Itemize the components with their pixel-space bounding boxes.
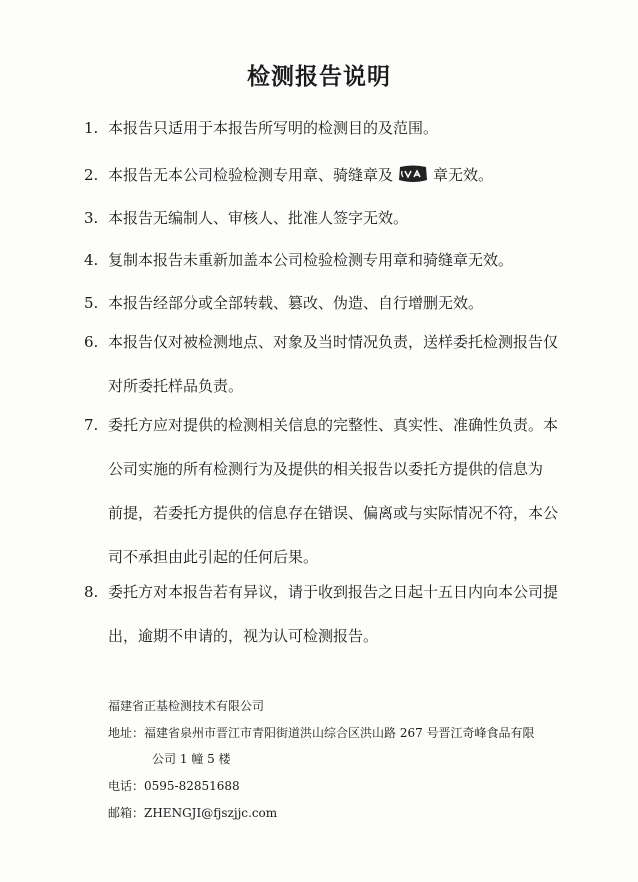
address-line-continued: 公司 1 幢 5 楼 bbox=[152, 752, 231, 766]
list-item-8 bbox=[84, 570, 584, 658]
list-item-6 bbox=[84, 320, 584, 408]
item-number: 4. bbox=[84, 251, 99, 269]
list-item-5 bbox=[84, 281, 584, 325]
item-text-line: 司不承担由此引起的任何后果。 bbox=[108, 548, 319, 566]
phone: 电话：0595-82851688 bbox=[108, 779, 240, 793]
item-text-after: 章无效。 bbox=[433, 166, 494, 184]
item-text: 本报告经部分或全部转载、篡改、伪造、自行增删无效。 bbox=[108, 294, 484, 312]
item-text-line: 前提，若委托方提供的信息存在错误、偏离或与实际情况不符，本公 bbox=[108, 504, 559, 522]
company-name: 福建省正基检测技术有限公司 bbox=[108, 699, 265, 713]
item-text: 复制本报告未重新加盖本公司检验检测专用章和骑缝章无效。 bbox=[108, 251, 514, 269]
page-title: 检测报告说明 bbox=[247, 64, 391, 90]
item-number: 2. bbox=[84, 166, 99, 184]
item-text-line: 委托方应对提供的检测相关信息的完整性、真实性、准确性负责。本 bbox=[108, 416, 559, 434]
item-number: 6. bbox=[84, 333, 99, 351]
address-line: 地址：福建省泉州市晋江市青阳街道洪山综合区洪山路 267 号晋江奇峰食品有限 bbox=[108, 726, 535, 740]
list-item-7 bbox=[84, 403, 584, 579]
list-item-4 bbox=[84, 238, 584, 282]
item-text: 本报告只适用于本报告所写明的检测目的及范围。 bbox=[108, 119, 439, 137]
item-text: 本报告无编制人、审核人、批准人签字无效。 bbox=[108, 209, 409, 227]
item-text-before: 本报告无本公司检验检测专用章、骑缝章及 bbox=[108, 166, 394, 184]
item-number: 7. bbox=[84, 416, 99, 434]
email: 邮箱：ZHENGJI@fjszjjc.com bbox=[108, 806, 278, 820]
list-item-2 bbox=[84, 153, 584, 197]
item-text-line: 出，逾期不申请的，视为认可检测报告。 bbox=[108, 627, 379, 645]
list-item-1 bbox=[84, 106, 584, 150]
item-text-line: 对所委托样品负责。 bbox=[108, 377, 244, 395]
item-number: 8. bbox=[84, 583, 99, 601]
item-number: 1. bbox=[84, 119, 99, 137]
item-text-line: 本报告仅对被检测地点、对象及当时情况负责，送样委托检测报告仅 bbox=[108, 333, 559, 351]
cma-mark-icon bbox=[396, 156, 430, 174]
item-text-line: 委托方对本报告若有异议，请于收到报告之日起十五日内向本公司提 bbox=[108, 583, 559, 601]
list-item-3 bbox=[84, 196, 584, 240]
item-text-line: 公司实施的所有检测行为及提供的相关报告以委托方提供的信息为 bbox=[108, 460, 544, 478]
item-number: 3. bbox=[84, 209, 99, 227]
item-number: 5. bbox=[84, 294, 99, 312]
